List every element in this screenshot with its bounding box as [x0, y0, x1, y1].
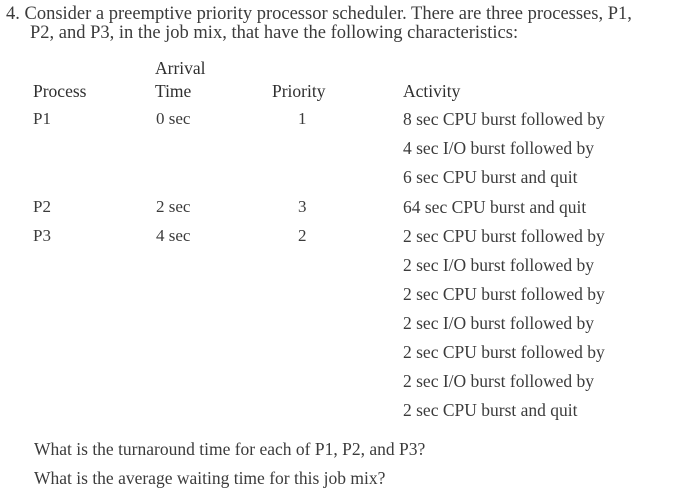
- row-p3-activity-3: 2 sec CPU burst followed by: [403, 284, 605, 304]
- row-p1-activity-2: 4 sec I/O burst followed by: [403, 138, 595, 158]
- row-p3-activity-6: 2 sec I/O burst followed by: [403, 371, 595, 391]
- row-p3-activity-4: 2 sec I/O burst followed by: [403, 313, 595, 333]
- followup-waiting: What is the average waiting time for this job mix?: [34, 468, 386, 488]
- row-p1-priority: 1: [298, 109, 307, 128]
- header-time: Time: [155, 81, 192, 101]
- row-p1-process: P1: [33, 109, 51, 128]
- row-p3-activity-7: 2 sec CPU burst and quit: [403, 400, 578, 420]
- row-p2-priority: 3: [298, 197, 307, 216]
- followup-turnaround: What is the turnaround time for each of P1, P2, and P3?: [34, 439, 426, 459]
- row-p2-arrival: 2 sec: [156, 197, 191, 216]
- question-line-1: 4. Consider a preemptive priority processor scheduler. There are three processes, P1,: [6, 4, 632, 24]
- row-p3-activity-2: 2 sec I/O burst followed by: [403, 255, 595, 275]
- row-p1-activity-3: 6 sec CPU burst and quit: [403, 167, 578, 187]
- row-p1-arrival: 0 sec: [156, 109, 191, 128]
- row-p3-priority: 2: [298, 226, 307, 245]
- header-process: Process: [33, 81, 87, 101]
- question-line-2: P2, and P3, in the job mix, that have the following characteristics:: [30, 23, 519, 43]
- row-p2-process: P2: [33, 197, 51, 216]
- header-priority: Priority: [272, 81, 326, 101]
- row-p1-activity-1: 8 sec CPU burst followed by: [403, 109, 605, 129]
- row-p3-arrival: 4 sec: [156, 226, 191, 245]
- row-p2-activity-1: 64 sec CPU burst and quit: [403, 197, 587, 217]
- header-activity: Activity: [403, 81, 461, 101]
- row-p3-process: P3: [33, 226, 51, 245]
- header-arrival: Arrival: [155, 58, 206, 78]
- row-p3-activity-5: 2 sec CPU burst followed by: [403, 342, 605, 362]
- row-p3-activity-1: 2 sec CPU burst followed by: [403, 226, 605, 246]
